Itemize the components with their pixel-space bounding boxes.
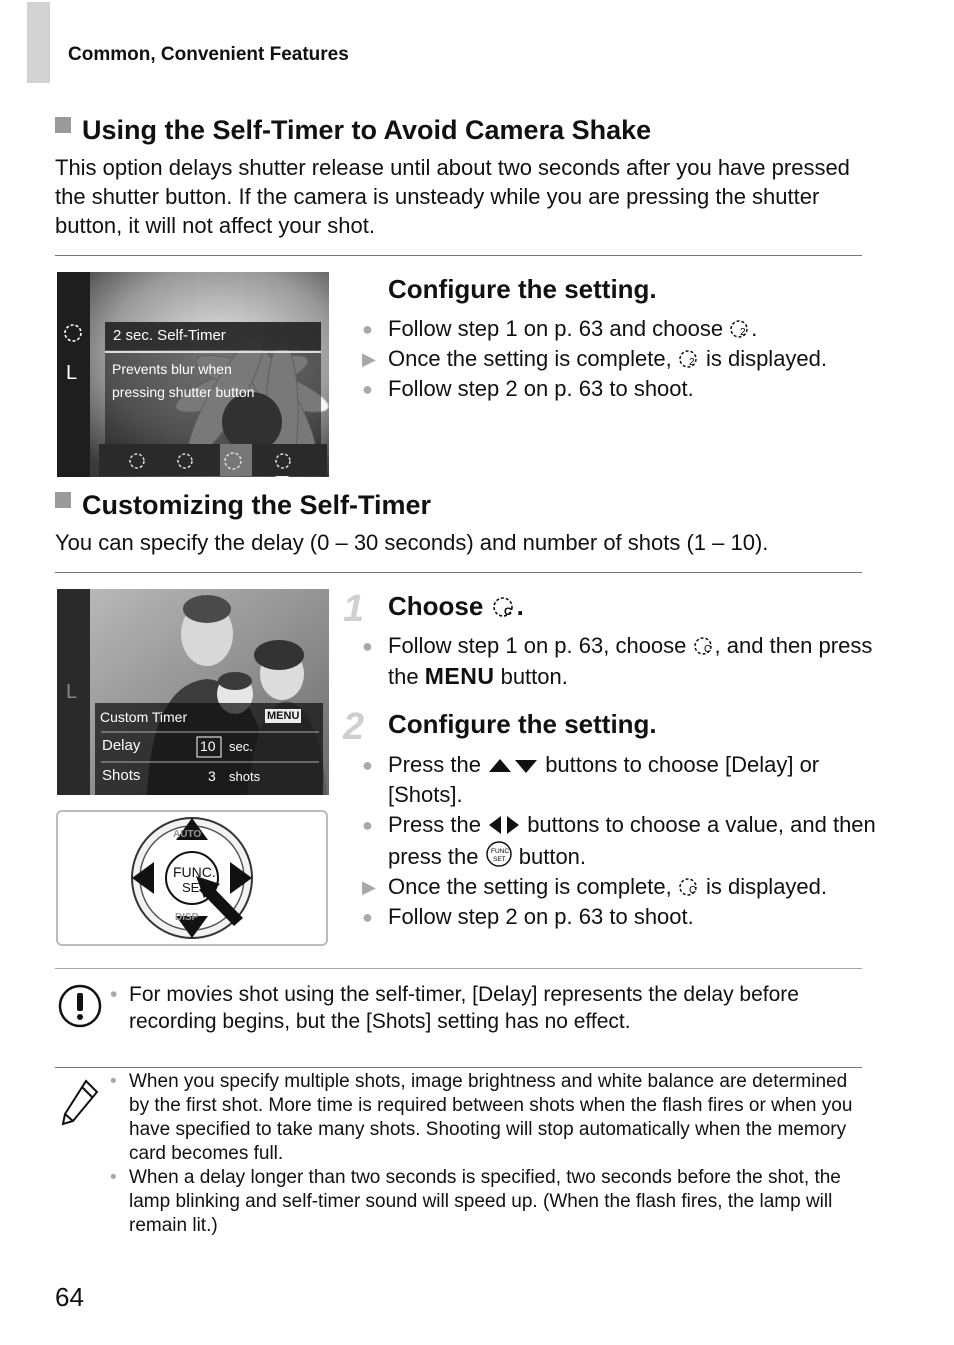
step-number-2: 2 [343,706,365,748]
list-item: • When a delay longer than two seconds is specified, two seconds before the shot, the lamp blinking and self-timer sound will speed up. (When the flash fires, the lamp will remain lit.) [110,1166,855,1238]
delay-label: Delay [102,737,141,754]
section2-intro: You can specify the delay (0 – 30 seconds) and number of shots (1 – 10). [55,530,769,555]
list-item: • For movies shot using the self-timer, [Delay] represents the delay before recording begins, but the [Shots] setting has no effect. [110,981,850,1035]
delay-unit: sec. [229,739,253,754]
pencil-icon [60,1078,100,1126]
list-item: ▶ Once the setting is complete, C is displayed. [362,872,882,902]
svg-text:C: C [703,644,711,655]
svg-text:C: C [688,885,697,896]
svg-text:FUNC: FUNC [490,848,509,855]
section-intro: This option delays shutter release until about two seconds after you have pressed the shutter button. If the camera is unsteady while you are pressing the shutter button, it will not affect your shot. [55,155,850,238]
screen-side-size-l: L [66,362,78,384]
dial-top-label: AUTO [173,829,202,840]
self-timer-2sec-icon [62,322,84,344]
page-number: 64 [55,1282,84,1312]
step-number-1: 1 [343,588,365,630]
step2-bullets [362,750,882,932]
circle-bullet-icon: ● [362,319,373,339]
camera-screen-2sec-timer [57,272,329,477]
shots-unit: shots [229,769,261,784]
divider [55,255,862,256]
custom-timer-icon [491,594,517,620]
screen-desc-line-1: Prevents blur when [112,361,232,377]
shots-value: 3 [208,768,216,784]
chapter-tab-marker [27,2,50,83]
set-label: SET [182,880,208,895]
exclamation-icon [57,983,103,1029]
menu-badge: MENU [267,710,300,722]
step-title-choose: Choose C . [388,591,524,621]
svg-text:SET: SET [492,856,506,863]
control-dial-diagram [56,810,328,946]
list-item: ● Follow step 2 on p. 63 to shoot. [362,902,882,932]
step-title-configure-2: Configure the setting. [388,709,657,739]
self-timer-2sec-icon [729,318,751,340]
func-set-button-icon [485,840,513,868]
list-item: ● Press the buttons to choose [Delay] or [Shots]. [362,752,820,807]
shots-label: Shots [102,767,141,784]
svg-text:C: C [503,605,512,618]
chapter-title: Common, Convenient Features [68,44,349,65]
delay-value: 10 [200,738,216,754]
circle-bullet-icon: ● [362,755,373,775]
section-heading-self-timer: Using the Self-Timer to Avoid Camera Shake [55,115,651,146]
self-timer-2sec-icon [678,348,700,370]
divider [55,968,862,969]
circle-bullet-icon: ● [362,815,373,835]
list-item: ● Follow step 1 on p. 63 and choose 2 . [362,314,882,344]
screen-desc-line-2: pressing shutter button [112,384,255,400]
circle-bullet-icon: ● [362,636,373,656]
svg-text:2: 2 [688,357,695,368]
list-item: ▶ Once the setting is complete, 2 is displayed. [362,344,882,374]
step-title-configure: Configure the setting. [388,274,657,304]
screen-title-custom-timer: Custom Timer [100,709,188,725]
step1-bullets [362,631,882,692]
caution-list [110,981,850,1035]
list-item: ● Press the buttons to choose a value, and then press the FUNC SET button. [362,812,876,869]
camera-screen-custom-timer [57,589,329,795]
screen-side-size-l: L [66,681,78,703]
circle-bullet-icon: ● [362,907,373,927]
dial-bottom-label: DISP [175,912,199,923]
triangle-right-bullet-icon: ▶ [362,349,376,369]
divider [55,1067,862,1068]
menu-button-label: MENU [424,663,495,689]
custom-timer-icon [678,876,700,898]
divider [55,572,862,573]
custom-timer-icon [693,635,715,657]
section-heading-customizing: Customizing the Self-Timer [55,490,431,521]
section-square-icon [55,117,71,133]
triangle-right-bullet-icon: ▶ [362,877,376,897]
step-bullets-1 [362,314,882,404]
timer-option-icons [127,450,317,472]
section-square-icon [55,492,71,508]
list-item: ● Follow step 1 on p. 63, choose C , and then press the MENU button. [362,633,873,689]
left-right-arrows-icon [487,814,521,836]
screen-menu-title: 2 sec. Self-Timer [113,327,226,344]
circle-bullet-icon: ● [362,379,373,399]
list-item: • When you specify multiple shots, image brightness and white balance are determined by the first shot. More time is required between shots when the flash fires or when you have specified to take many shots. Shooting will stop automatically when the memory card becomes full. [110,1070,855,1166]
func-label: FUNC. [173,864,216,880]
up-down-arrows-icon [487,756,539,776]
svg-text:2: 2 [740,327,746,338]
notes-list [110,1070,855,1238]
list-item: ● Follow step 2 on p. 63 to shoot. [362,374,882,404]
